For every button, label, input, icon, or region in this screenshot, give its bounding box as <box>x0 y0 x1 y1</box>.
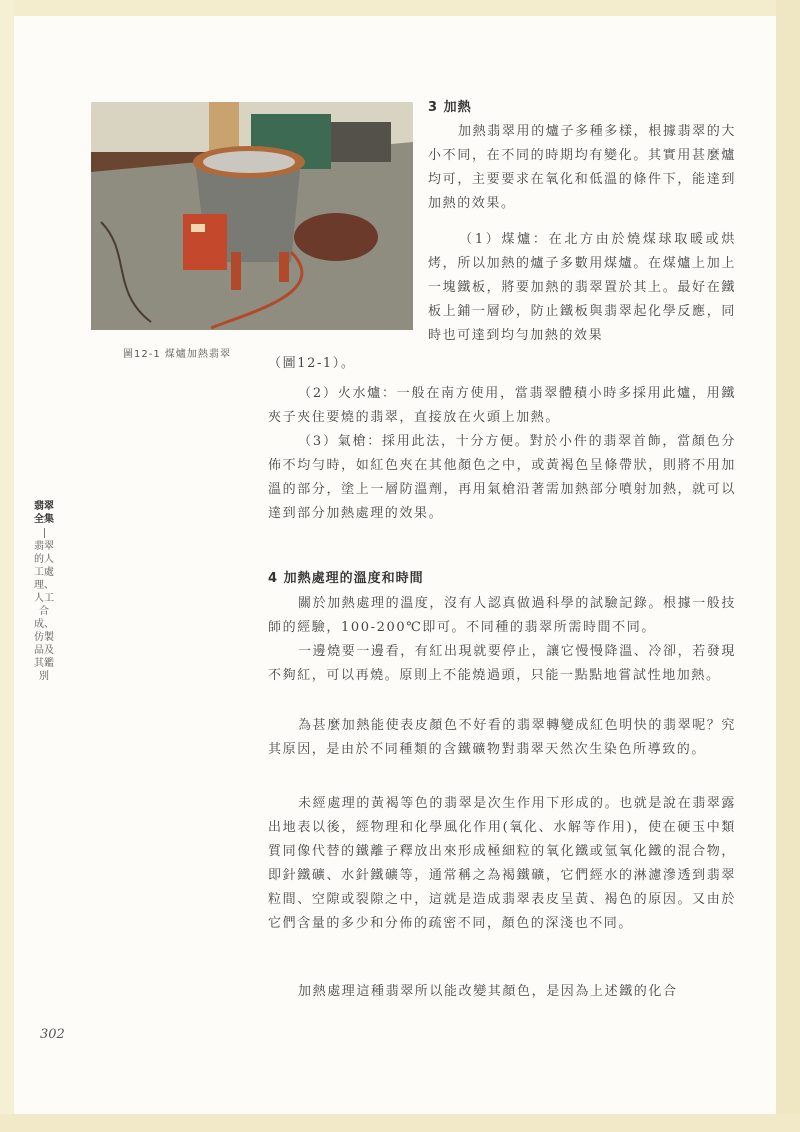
running-title-divider <box>44 528 45 538</box>
section-heading-heating: 3 加熱 <box>428 100 472 115</box>
page-edge-left <box>0 0 14 1132</box>
paragraph-text: 為甚麼加熱能使表皮顏色不好看的翡翠轉變成紅色明快的翡翠呢？究其原因，是由於不同種類的含鐵礦物對翡翠天然次生染色所導致的。 <box>268 718 737 757</box>
section-heading-temperature-time: 4 加熱處理的溫度和時間 <box>268 571 424 586</box>
page-edge-right <box>776 0 800 1132</box>
paragraph <box>268 382 736 430</box>
paragraph <box>268 430 736 526</box>
paragraph <box>428 228 736 348</box>
paragraph-continuation: （圖12-1）。 <box>268 356 356 371</box>
book-title: 翡翠全集 <box>34 501 54 525</box>
running-title <box>34 500 54 683</box>
paragraph-text: 加熱翡翠用的爐子多種多樣，根據翡翠的大小不同，在不同的時期均有變化。其實用甚麼爐均可，主要要求在氧化和低溫的條件下，能達到加熱的效果。 <box>428 124 736 211</box>
paragraph-text: （3）氣槍：採用此法，十分方便。對於小件的翡翠首飾，當顏色分佈不均勻時，如紅色夾在其他顏色之中，或黃褐色呈條帶狀，則將不用加溫的部分，塗上一層防溫劑，再用氣槍沿著需加熱部分噴射加熱，就可以達到部分加熱處理的效果。 <box>268 434 736 521</box>
page-number: 302 <box>40 1027 65 1042</box>
paragraph-text: （1）煤爐：在北方由於燒煤球取暖或烘烤，所以加熱的爐子多數用煤爐。在煤爐上加上一塊鐵板，將要加熱的翡翠置於其上。最好在鐵板上鋪一層砂，防止鐵板與翡翠起化學反應，同時也可達到均勻加熱的效果 <box>428 232 736 343</box>
paragraph <box>268 980 736 1004</box>
paragraph <box>268 592 736 640</box>
page-edge-bottom <box>0 1114 800 1132</box>
paragraph <box>268 714 736 762</box>
coal-stove-photo <box>91 102 413 330</box>
paragraph <box>268 792 736 936</box>
paragraph <box>428 120 736 216</box>
page-edge-top <box>0 0 800 16</box>
paragraph-text: 未經處理的黃褐等色的翡翠是次生作用下形成的。也就是說在翡翠露出地表以後，經物理和化學風化作用(氧化、水解等作用)，使在硬玉中類質同像代替的鐵離子釋放出來形成極細粒的氧化鐵或氫氧化鐵的混合物，即針鐵礦、水針鐵礦等，通常稱之為褐鐵礦，它們經水的淋濾滲透到翡翠粒間、空隙或裂隙之中，這就是造成翡翠表皮呈黃、褐色的原因。又由於它們含量的多少和分佈的疏密不同，顏色的深淺也不同。 <box>268 796 737 931</box>
paragraph-text: （2）火水爐：一般在南方使用，當翡翠體積小時多採用此爐，用鐵夾子夾住要燒的翡翠，直接放在火頭上加熱。 <box>268 386 736 425</box>
paragraph-text: 關於加熱處理的溫度，沒有人認真做過科學的試驗記錄。根據一般技師的經驗，100-200℃即可。不同種的翡翠所需時間不同。 <box>268 596 737 635</box>
chapter-title: 翡翠的人工處理、人工合成、仿製品及其鑑別 <box>34 541 54 682</box>
paragraph-text: 加熱處理這種翡翠所以能改變其顏色，是因為上述鐵的化合 <box>298 984 678 999</box>
figure-caption: 圖12-1 煤爐加熱翡翠 <box>123 349 231 360</box>
paragraph-text: 一邊燒要一邊看，有紅出現就要停止，讓它慢慢降溫、冷卻，若發現不夠紅，可以再燒。原則上不能燒過頭，只能一點點地嘗試性地加熱。 <box>268 644 737 683</box>
paragraph <box>268 640 736 688</box>
